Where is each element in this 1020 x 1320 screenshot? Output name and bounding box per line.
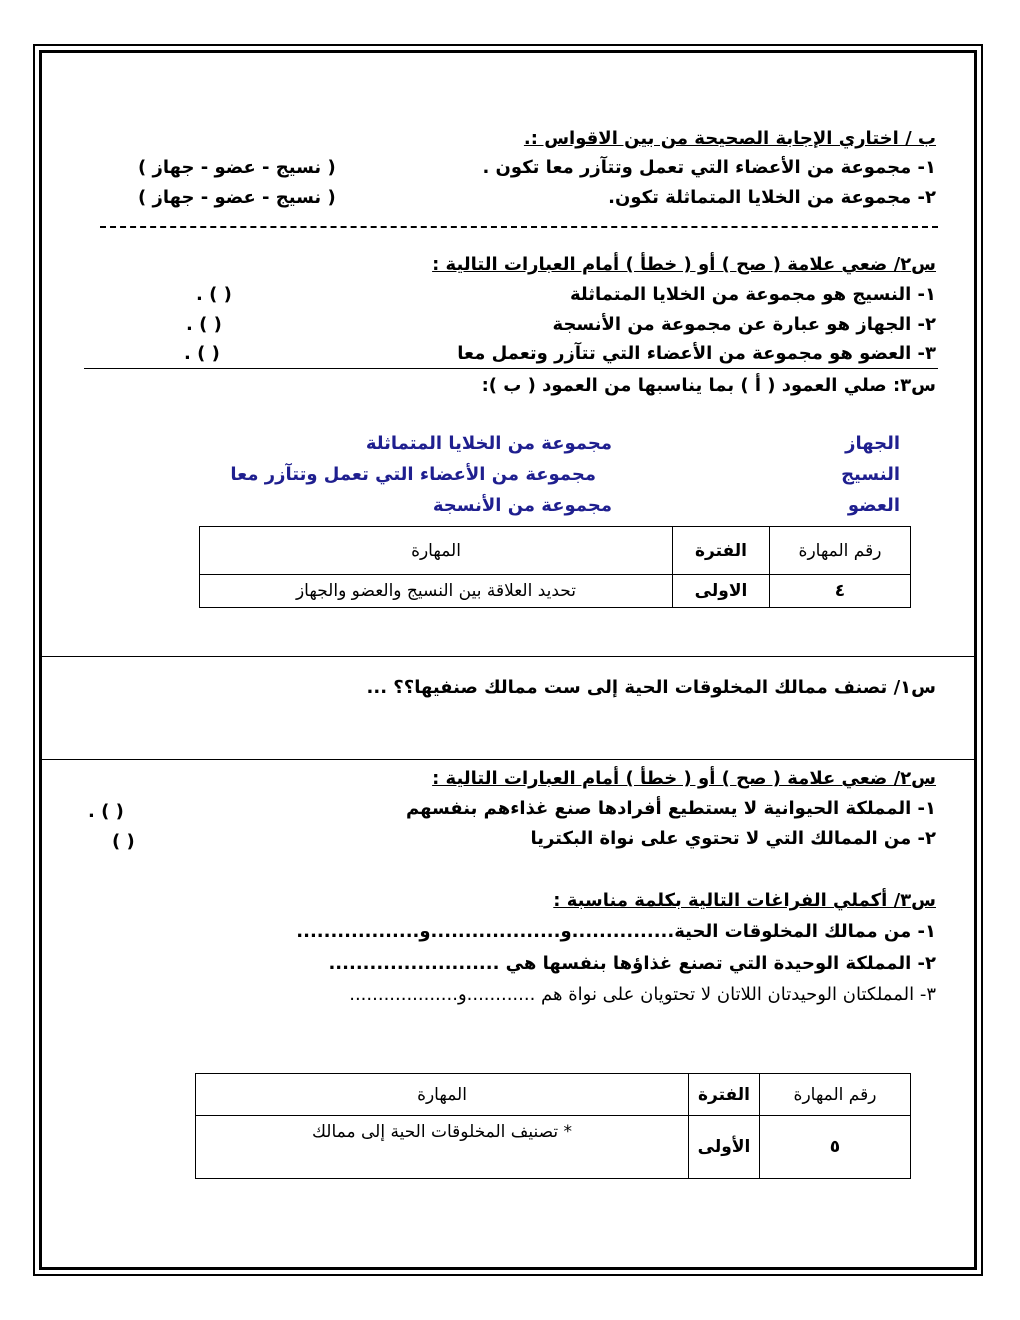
column-b-item-2: مجموعة من الأعضاء التي تعمل وتتآزر معا — [230, 464, 596, 485]
section-divider — [41, 759, 975, 760]
header-skill: المهارة — [200, 527, 673, 575]
header-period: الفترة — [689, 1074, 760, 1116]
s2-q3-heading: س٣/ أكملي الفراغات التالية بكلمة مناسبة : — [553, 890, 936, 911]
s2-q2-item-1: ١- المملكة الحيوانية لا يستطيع أفرادها صنع غذاءهم بنفسهم — [405, 798, 936, 819]
s1-q2-item-2: ٢- الجهاز هو عبارة عن مجموعة من الأنسجة — [552, 314, 936, 335]
part-b-question-1: ١- مجموعة من الأعضاء التي تعمل وتتآزر معا تكون . — [482, 157, 936, 178]
s1-q2-item-1: ١- النسيج هو مجموعة من الخلايا المتماثلة — [569, 284, 936, 305]
column-b-item-3: مجموعة من الأنسجة — [432, 495, 612, 516]
header-skill-number: رقم المهارة — [770, 527, 911, 575]
part-b-question-2: ٢- مجموعة من الخلايا المتماثلة تكون. — [608, 187, 936, 208]
s1-q2-answer-3[interactable]: ( ) . — [184, 343, 220, 364]
s2-q3-item-2: ٢- المملكة الوحيدة التي تصنع غذاؤها بنفسها هي ......................... — [328, 953, 936, 974]
s2-q3-item-1: ١- من ممالك المخلوقات الحية...............و...................و.................. — [296, 921, 936, 942]
s2-q2-heading: س٢/ ضعي علامة ( صح ) أو ( خطأ ) أمام العبارات التالية : — [432, 768, 936, 789]
s2-q2-answer-2[interactable]: ( ) — [112, 831, 135, 852]
header-skill-number: رقم المهارة — [760, 1074, 911, 1116]
s2-q2-answer-1[interactable]: ( ) . — [88, 801, 124, 822]
s1-q2-answer-2[interactable]: ( ) . — [186, 314, 222, 335]
s2-q2-item-2: ٢- من الممالك التي لا تحتوي على نواة البكتريا — [530, 828, 936, 849]
header-skill: المهارة — [196, 1074, 689, 1116]
s1-q2-answer-1[interactable]: ( ) . — [196, 284, 232, 305]
part-b-choices-2: ( نسيج - عضو - جهاز ) — [138, 187, 336, 208]
part-b-choices-1: ( نسيج - عضو - جهاز ) — [138, 157, 336, 178]
section-divider — [41, 656, 975, 657]
column-a-item-1: الجهاز — [845, 433, 900, 454]
skill-table-1 — [199, 526, 911, 608]
dashed-separator — [100, 226, 938, 228]
skill-number: ٤ — [770, 575, 911, 608]
s1-q2-heading: س٢/ ضعي علامة ( صح ) أو ( خطأ ) أمام العبارات التالية : — [432, 254, 936, 275]
skill-period: الاولى — [673, 575, 770, 608]
s1-q2-item-3: ٣- العضو هو مجموعة من الأعضاء التي تتآزر وتعمل معا — [457, 343, 936, 364]
skill-period: الأولى — [689, 1116, 760, 1179]
part-b-heading: ب / اختاري الإجابة الصحيحة من بين الاقواس :. — [523, 128, 936, 149]
skill-table-2 — [195, 1073, 911, 1179]
s2-q1-question: س١/ تصنف ممالك المخلوقات الحية إلى ست ممالك صنفيها؟؟ ... — [366, 677, 936, 698]
s1-q3-heading: س٣: صلي العمود ( أ ) بما يناسبها من العمود ( ب ): — [481, 375, 936, 396]
header-period: الفترة — [673, 527, 770, 575]
column-a-item-3: العضو — [847, 495, 900, 516]
column-a-item-2: النسيج — [841, 464, 900, 485]
section-divider — [84, 368, 938, 369]
column-b-item-1: مجموعة من الخلايا المتماثلة — [365, 433, 612, 454]
skill-description: تحديد العلاقة بين النسيج والعضو والجهاز — [200, 575, 673, 608]
skill-description: * تصنيف المخلوقات الحية إلى ممالك — [196, 1116, 689, 1179]
s2-q3-item-3: ٣- المملكتان الوحيدتان اللاتان لا تحتويان على نواة هم ............و................... — [349, 984, 936, 1005]
skill-number: ٥ — [760, 1116, 911, 1179]
